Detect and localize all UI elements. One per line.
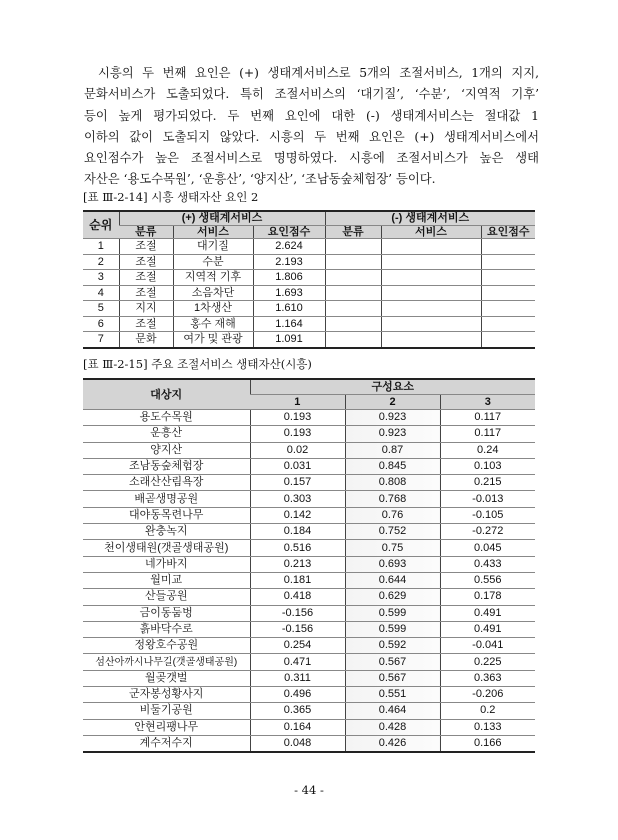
service-cell: 소음차단: [173, 285, 253, 301]
component-2-cell: 0.752: [345, 524, 440, 540]
component-2-cell: 0.768: [345, 491, 440, 507]
rank-cell: 1: [83, 239, 119, 255]
component-2-cell: 0.76: [345, 507, 440, 523]
site-cell: 운흥산: [83, 426, 250, 442]
component-1-cell: 0.184: [250, 524, 345, 540]
site-cell: 네가바지: [83, 556, 250, 572]
site-cell: 소래산산림욕장: [83, 475, 250, 491]
component-2-cell: 0.923: [345, 410, 440, 426]
component-1-cell: 0.02: [250, 442, 345, 458]
empty-cell: [381, 254, 481, 270]
empty-cell: [381, 285, 481, 301]
component-2-cell: 0.567: [345, 670, 440, 686]
component-2-cell: 0.644: [345, 572, 440, 588]
site-cell: 조남동숲체험장: [83, 458, 250, 474]
component-1-cell: 0.496: [250, 687, 345, 703]
table-row: [83, 410, 535, 426]
paragraph-line: 이하의 값이 도출되지 않았다. 시흥의 두 번째 요인은 (+) 생태계서비스에서: [84, 129, 539, 144]
component-2-cell: 0.845: [345, 458, 440, 474]
component-3-cell: 0.556: [440, 572, 535, 588]
rank-cell: 2: [83, 254, 119, 270]
service-cell: 여가 및 관광: [173, 332, 253, 348]
site-cell: 용도수목원: [83, 410, 250, 426]
table-row: [83, 458, 535, 474]
site-cell: 계수저수지: [83, 735, 250, 752]
component-1-cell: 0.213: [250, 556, 345, 572]
pos-score-header: 요인점수: [253, 225, 325, 239]
empty-cell: [325, 239, 381, 255]
table-row: [83, 254, 535, 270]
component-1-cell: 0.181: [250, 572, 345, 588]
component-2-cell: 0.75: [345, 540, 440, 556]
category-cell: 조절: [119, 239, 173, 255]
site-cell: 비둘기공원: [83, 703, 250, 719]
component-1-cell: 0.157: [250, 475, 345, 491]
score-cell: 1.806: [253, 270, 325, 286]
table-row: [83, 670, 535, 686]
site-cell: 정왕호수공원: [83, 638, 250, 654]
table-row: [83, 572, 535, 588]
component-3-cell: 0.491: [440, 621, 535, 637]
site-cell: 완충녹지: [83, 524, 250, 540]
site-cell: 섬산아까시나무길(갯골생태공원): [83, 654, 250, 670]
component-1-cell: 0.048: [250, 735, 345, 752]
site-cell: 산들공원: [83, 589, 250, 605]
site-cell: 금이동둠벙: [83, 605, 250, 621]
component-3-cell: 0.363: [440, 670, 535, 686]
category-cell: 조절: [119, 285, 173, 301]
component-3-cell: 0.133: [440, 719, 535, 735]
site-cell: 월미교: [83, 572, 250, 588]
table-row: [83, 285, 535, 301]
score-cell: 1.164: [253, 316, 325, 332]
empty-cell: [325, 254, 381, 270]
empty-cell: [325, 285, 381, 301]
table-row: [83, 507, 535, 523]
rank-header: 순위: [83, 211, 119, 239]
service-cell: 지역적 기후: [173, 270, 253, 286]
table-row: [83, 719, 535, 735]
table-row: [83, 524, 535, 540]
table-row: [83, 654, 535, 670]
table-row: [83, 687, 535, 703]
component-1-cell: 0.254: [250, 638, 345, 654]
site-cell: 천이생태원(갯골생태공원): [83, 540, 250, 556]
component-2-cell: 0.567: [345, 654, 440, 670]
table-row: [83, 703, 535, 719]
component-1-cell: 0.193: [250, 426, 345, 442]
empty-cell: [481, 301, 535, 317]
paragraph-line: 시흥의 두 번째 요인은 (+) 생태계서비스로 5개의 조절서비스, 1개의 지지,: [98, 66, 539, 80]
component-2-cell: 0.426: [345, 735, 440, 752]
category-cell: 조절: [119, 254, 173, 270]
component-3-header: 3: [440, 395, 535, 410]
component-1-cell: 0.365: [250, 703, 345, 719]
component-1-cell: 0.142: [250, 507, 345, 523]
component-2-cell: 0.693: [345, 556, 440, 572]
component-3-cell: -0.105: [440, 507, 535, 523]
empty-cell: [481, 254, 535, 270]
site-cell: 대야동목련나무: [83, 507, 250, 523]
table-row: [83, 589, 535, 605]
score-cell: 2.624: [253, 239, 325, 255]
component-3-cell: 0.491: [440, 605, 535, 621]
table-row: [83, 316, 535, 332]
pos-category-header: 분류: [119, 225, 173, 239]
rank-cell: 5: [83, 301, 119, 317]
category-cell: 조절: [119, 270, 173, 286]
empty-cell: [481, 316, 535, 332]
site-cell: 흙바닥수로: [83, 621, 250, 637]
table1-caption: [표 Ⅲ-2-14] 시흥 생태자산 요인 2: [83, 190, 259, 204]
empty-cell: [325, 301, 381, 317]
table-row: [83, 270, 535, 286]
component-3-cell: -0.272: [440, 524, 535, 540]
table-row: [83, 301, 535, 317]
component-2-header: 2: [345, 395, 440, 410]
paragraph-line: 자산은 ‘용도수목원’, ‘운흥산’, ‘양지산’, ‘조남동숲체험장’ 등이다.: [84, 172, 436, 187]
score-cell: 2.193: [253, 254, 325, 270]
service-cell: 수분: [173, 254, 253, 270]
paragraph-line: 등이 높게 평가되었다. 두 번째 요인에 대한 (-) 생태계서비스는 절대값 1: [84, 108, 539, 123]
component-3-cell: 0.433: [440, 556, 535, 572]
ecosystem-factor-table: [83, 210, 535, 349]
component-1-cell: 0.471: [250, 654, 345, 670]
empty-cell: [325, 270, 381, 286]
component-3-cell: 0.045: [440, 540, 535, 556]
component-3-cell: 0.215: [440, 475, 535, 491]
site-cell: 양지산: [83, 442, 250, 458]
component-3-cell: 0.117: [440, 426, 535, 442]
component-header: 구성요소: [250, 379, 535, 395]
table-row: [83, 735, 535, 752]
pos-service-header: 서비스: [173, 225, 253, 239]
site-header: 대상지: [83, 379, 250, 410]
table-row: [83, 239, 535, 255]
component-3-cell: 0.103: [440, 458, 535, 474]
site-cell: 안현리팽나무: [83, 719, 250, 735]
neg-category-header: 분류: [325, 225, 381, 239]
rank-cell: 3: [83, 270, 119, 286]
empty-cell: [325, 332, 381, 348]
empty-cell: [381, 270, 481, 286]
component-3-cell: 0.2: [440, 703, 535, 719]
component-2-cell: 0.629: [345, 589, 440, 605]
paragraph-line: 요인점수가 높은 조절서비스로 명명하였다. 시흥에 조절서비스가 높은 생태: [84, 151, 539, 166]
empty-cell: [381, 332, 481, 348]
rank-cell: 4: [83, 285, 119, 301]
component-2-cell: 0.551: [345, 687, 440, 703]
empty-cell: [481, 285, 535, 301]
component-3-cell: 0.117: [440, 410, 535, 426]
empty-cell: [381, 239, 481, 255]
service-cell: 홍수 재해: [173, 316, 253, 332]
category-cell: 문화: [119, 332, 173, 348]
component-3-cell: 0.166: [440, 735, 535, 752]
component-3-cell: 0.225: [440, 654, 535, 670]
rank-cell: 7: [83, 332, 119, 348]
component-2-cell: 0.808: [345, 475, 440, 491]
table-row: [83, 491, 535, 507]
component-1-cell: 0.164: [250, 719, 345, 735]
neg-service-header: 서비스: [381, 225, 481, 239]
component-2-cell: 0.599: [345, 605, 440, 621]
component-1-cell: 0.031: [250, 458, 345, 474]
body-paragraph: [84, 63, 539, 191]
component-2-cell: 0.923: [345, 426, 440, 442]
site-cell: 배곧생명공원: [83, 491, 250, 507]
component-1-cell: -0.156: [250, 621, 345, 637]
component-1-cell: 0.418: [250, 589, 345, 605]
negative-services-header: (-) 생태계서비스: [325, 211, 535, 225]
component-3-cell: -0.013: [440, 491, 535, 507]
component-2-cell: 0.599: [345, 621, 440, 637]
category-cell: 조절: [119, 316, 173, 332]
component-1-cell: -0.156: [250, 605, 345, 621]
service-cell: 대기질: [173, 239, 253, 255]
table2-caption: [표 Ⅲ-2-15] 주요 조절서비스 생태자산(시흥): [83, 357, 312, 371]
score-cell: 1.610: [253, 301, 325, 317]
component-2-cell: 0.87: [345, 442, 440, 458]
table-row: [83, 332, 535, 348]
score-cell: 1.091: [253, 332, 325, 348]
empty-cell: [481, 332, 535, 348]
site-cell: 군자봉성황사지: [83, 687, 250, 703]
table-row: [83, 556, 535, 572]
service-cell: 1차생산: [173, 301, 253, 317]
component-3-cell: 0.178: [440, 589, 535, 605]
component-3-cell: 0.24: [440, 442, 535, 458]
category-cell: 지지: [119, 301, 173, 317]
empty-cell: [481, 270, 535, 286]
component-1-header: 1: [250, 395, 345, 410]
component-2-cell: 0.428: [345, 719, 440, 735]
empty-cell: [481, 239, 535, 255]
page-number: - 44 -: [294, 783, 324, 797]
table-row: [83, 475, 535, 491]
empty-cell: [381, 316, 481, 332]
table-row: [83, 638, 535, 654]
component-3-cell: -0.206: [440, 687, 535, 703]
neg-score-header: 요인점수: [481, 225, 535, 239]
score-cell: 1.693: [253, 285, 325, 301]
paragraph-line: 문화서비스가 도출되었다. 특히 조절서비스의 ‘대기질’, ‘수분’, ‘지역적 기후’: [84, 87, 539, 102]
component-1-cell: 0.193: [250, 410, 345, 426]
empty-cell: [325, 316, 381, 332]
component-3-cell: -0.041: [440, 638, 535, 654]
table-row: [83, 540, 535, 556]
site-cell: 월곶갯벌: [83, 670, 250, 686]
component-2-cell: 0.592: [345, 638, 440, 654]
rank-cell: 6: [83, 316, 119, 332]
table-row: [83, 426, 535, 442]
table-row: [83, 442, 535, 458]
component-1-cell: 0.311: [250, 670, 345, 686]
component-1-cell: 0.516: [250, 540, 345, 556]
regulating-service-assets-table: [83, 378, 535, 753]
component-1-cell: 0.303: [250, 491, 345, 507]
table-row: [83, 621, 535, 637]
positive-services-header: (+) 생태계서비스: [119, 211, 325, 225]
empty-cell: [381, 301, 481, 317]
table-row: [83, 605, 535, 621]
component-2-cell: 0.464: [345, 703, 440, 719]
